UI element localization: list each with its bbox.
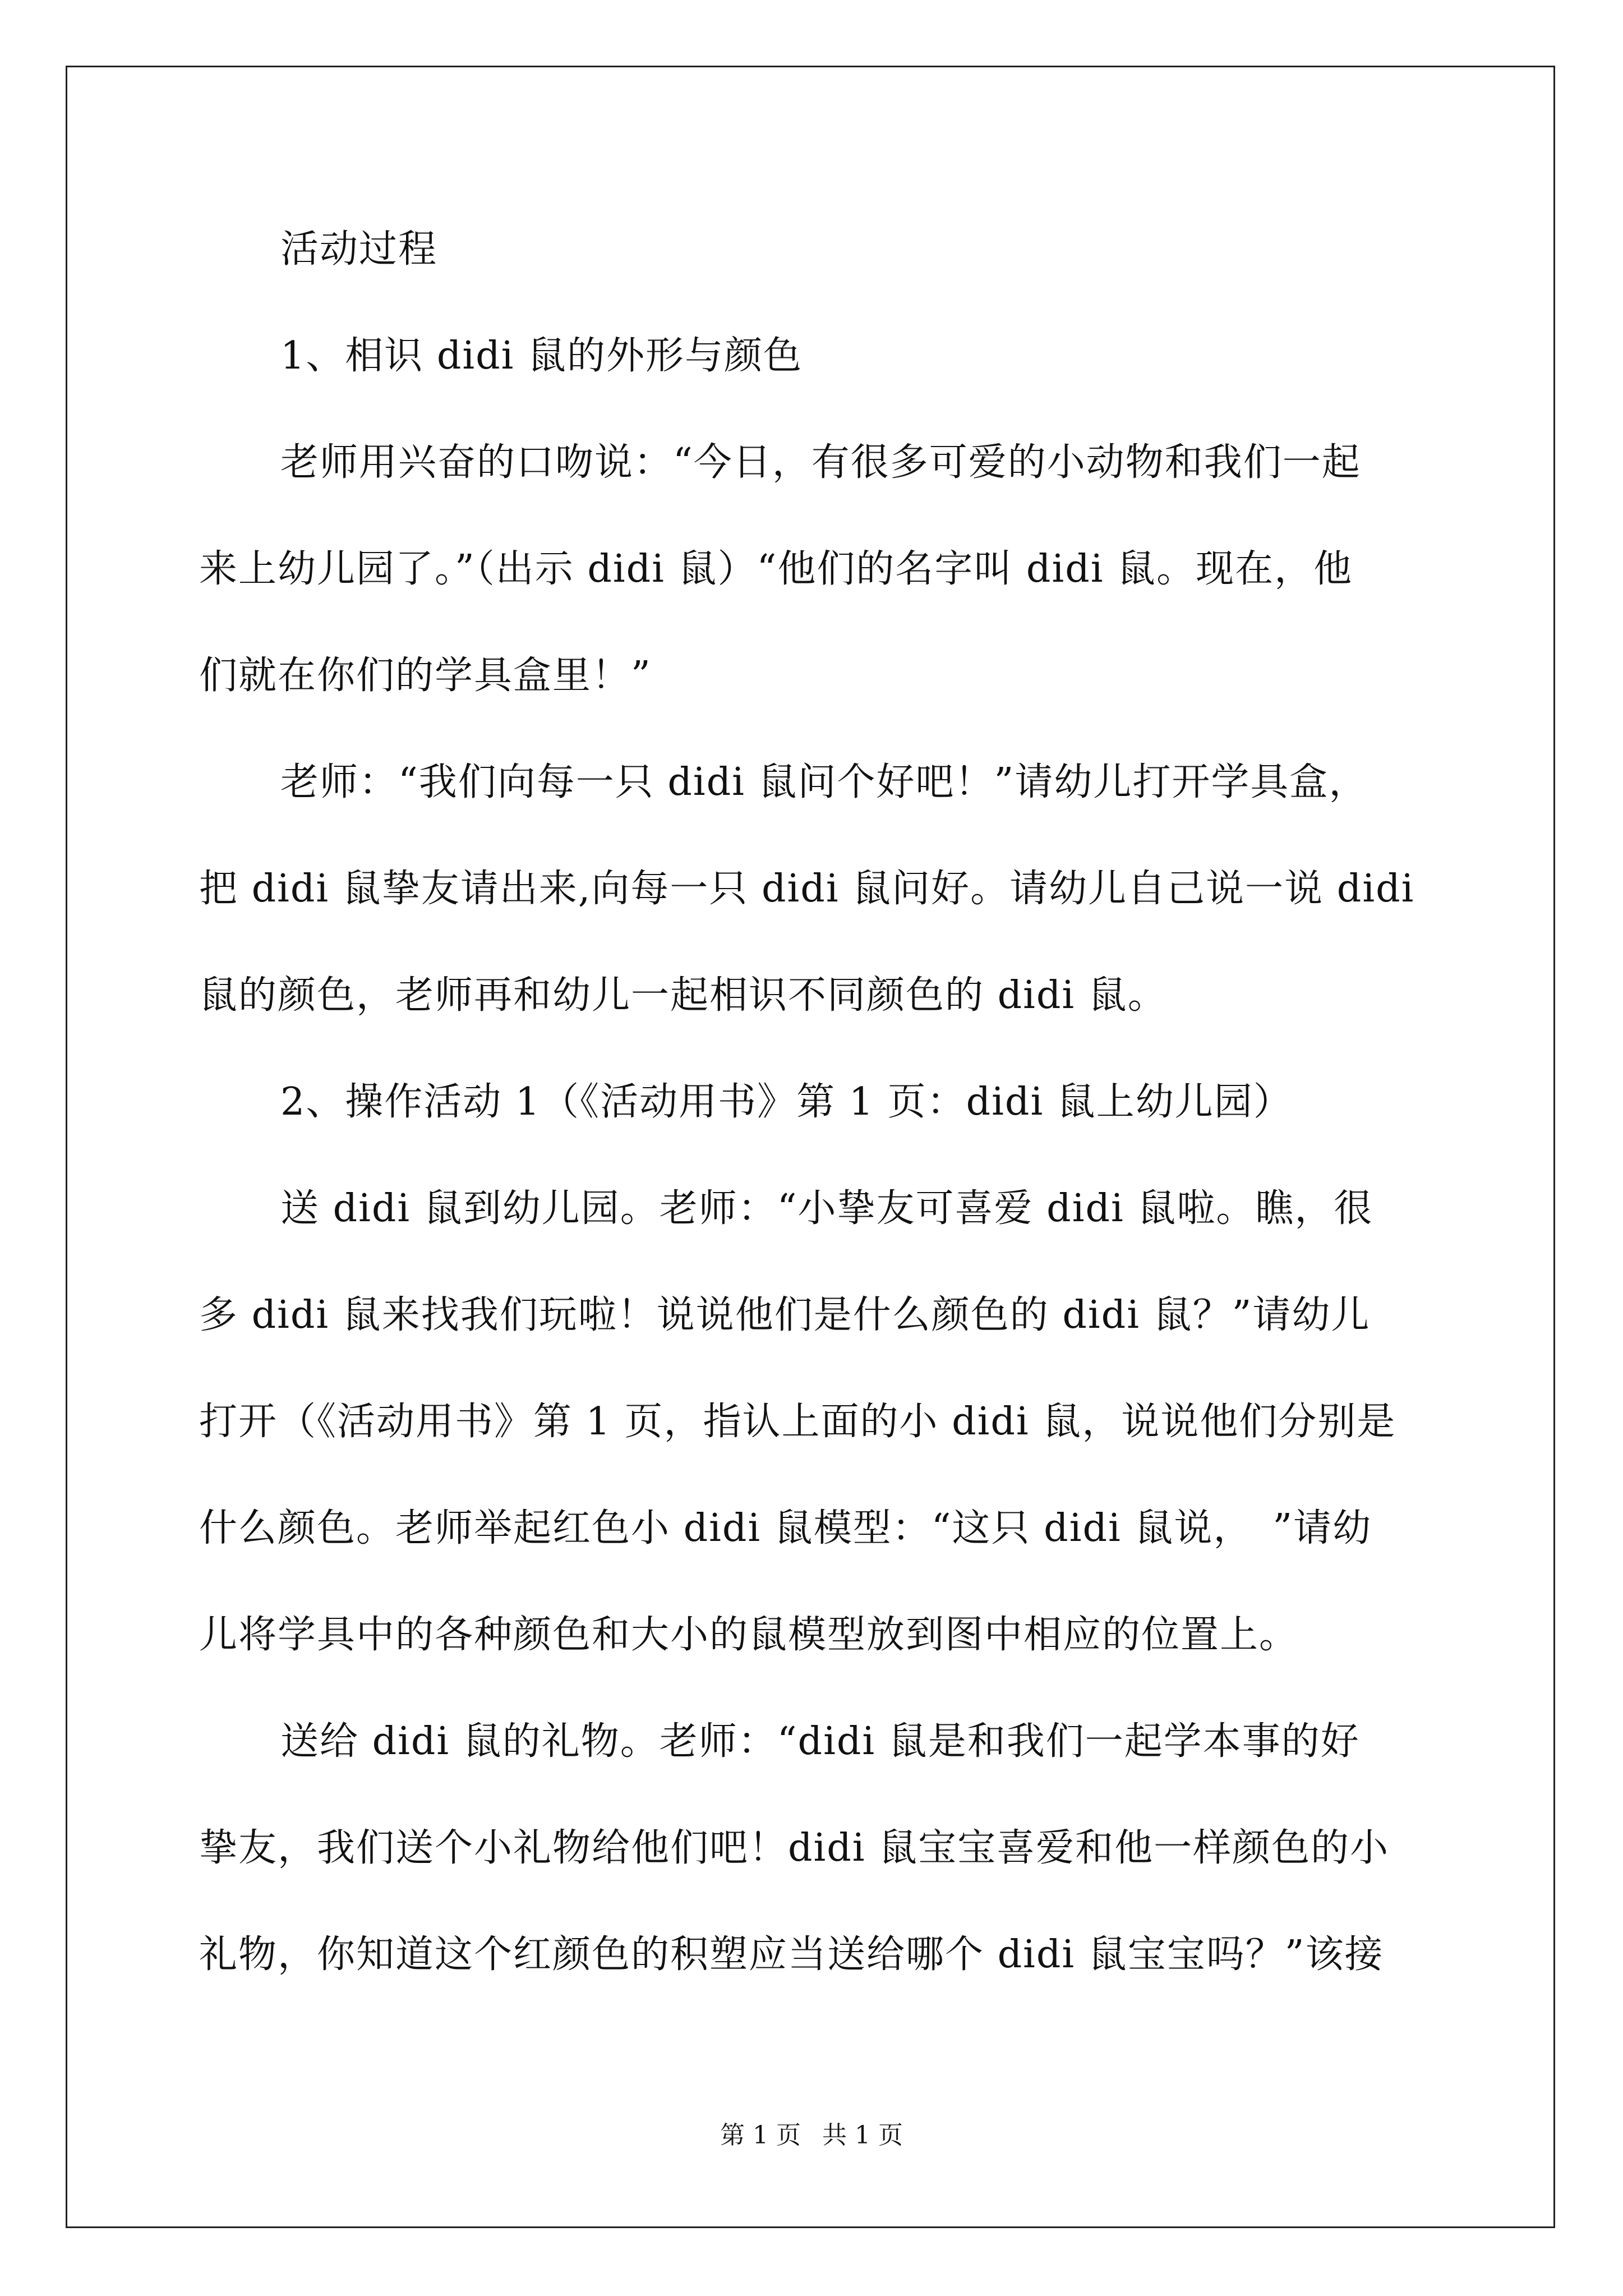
paragraph-line: 多 didi 鼠来找我们玩啦！说说他们是什么颜色的 didi 鼠？”请幼儿 bbox=[199, 1293, 1371, 1337]
section-heading: 活动过程 bbox=[280, 227, 438, 272]
paragraph-line: 老师：“我们向每一只 didi 鼠问个好吧！”请幼儿打开学具盒， bbox=[280, 760, 1368, 804]
paragraph-line: 挚友，我们送个小礼物给他们吧！didi 鼠宝宝喜爱和他一样颜色的小 bbox=[199, 1826, 1390, 1870]
subsection-heading: 2、操作活动 1（《活动用书》第 1 页：didi 鼠上幼儿园） bbox=[280, 1080, 1293, 1124]
paragraph-line: 把 didi 鼠挚友请出来,向每一只 didi 鼠问好。请幼儿自己说一说 didi bbox=[199, 867, 1415, 911]
page-border bbox=[66, 66, 1555, 2228]
paragraph-line: 什么颜色。老师举起红色小 didi 鼠模型：“这只 didi 鼠说， ”请幼 bbox=[199, 1506, 1372, 1550]
page-footer bbox=[0, 2122, 1623, 2150]
paragraph-line: 儿将学具中的各种颜色和大小的鼠模型放到图中相应的位置上。 bbox=[199, 1613, 1299, 1657]
paragraph-line: 送给 didi 鼠的礼物。老师：“didi 鼠是和我们一起学本事的好 bbox=[280, 1719, 1360, 1764]
paragraph-line: 礼物，你知道这个红颜色的积塑应当送给哪个 didi 鼠宝宝吗？”该接 bbox=[199, 1932, 1384, 1977]
paragraph-line: 老师用兴奋的口吻说：“今日，有很多可爱的小动物和我们一起 bbox=[280, 440, 1361, 485]
paragraph-line: 来上幼儿园了。”（出示 didi 鼠）“他们的名字叫 didi 鼠。现在，他 bbox=[199, 547, 1353, 591]
page-total: 共 1 页 bbox=[822, 2121, 903, 2150]
page-number: 第 1 页 bbox=[720, 2121, 801, 2150]
subsection-heading: 1、相识 didi 鼠的外形与颜色 bbox=[280, 334, 803, 378]
paragraph-line: 鼠的颜色，老师再和幼儿一起相识不同颜色的 didi 鼠。 bbox=[199, 973, 1167, 1018]
paragraph-line: 送 didi 鼠到幼儿园。老师：“小挚友可喜爱 didi 鼠啦。瞧，很 bbox=[280, 1186, 1373, 1231]
paragraph-line: 打开（《活动用书》第 1 页，指认上面的小 didi 鼠，说说他们分别是 bbox=[199, 1400, 1396, 1444]
paragraph-line: 们就在你们的学具盒里！” bbox=[199, 654, 652, 698]
